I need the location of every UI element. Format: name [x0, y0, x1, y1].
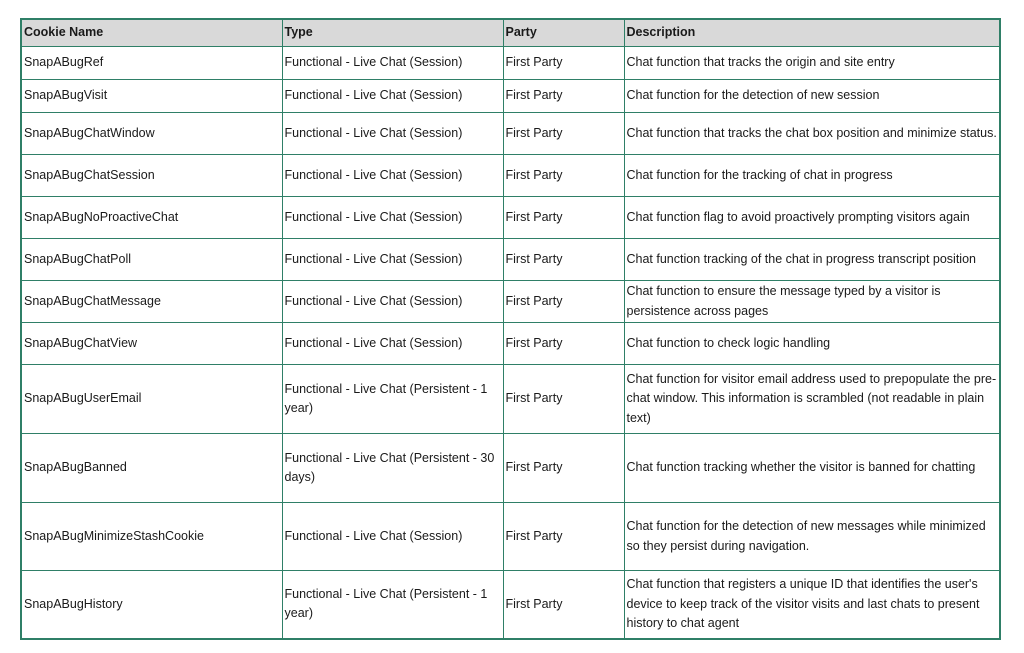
table-row: [21, 155, 1000, 197]
type-cell: Functional - Live Chat (Session): [282, 323, 503, 365]
cookie-name-cell: SnapABugChatWindow: [21, 113, 282, 155]
party-cell: First Party: [503, 323, 624, 365]
cookie-name-cell: SnapABugHistory: [21, 571, 282, 639]
cookie-name-cell: SnapABugNoProactiveChat: [21, 197, 282, 239]
column-header-type: Type: [282, 19, 503, 47]
party-cell: First Party: [503, 503, 624, 571]
table-row: [21, 47, 1000, 80]
description-cell: Chat function that tracks the origin and site entry: [624, 47, 1000, 80]
table-row: [21, 281, 1000, 323]
description-cell: Chat function for the detection of new session: [624, 80, 1000, 113]
table-row: [21, 80, 1000, 113]
table-row: [21, 503, 1000, 571]
column-header-description: Description: [624, 19, 1000, 47]
description-cell: Chat function for the tracking of chat in progress: [624, 155, 1000, 197]
cookie-table-container: [20, 18, 999, 640]
description-cell: Chat function tracking whether the visitor is banned for chatting: [624, 434, 1000, 503]
cookie-name-cell: SnapABugChatMessage: [21, 281, 282, 323]
cookie-name-cell: SnapABugChatView: [21, 323, 282, 365]
party-cell: First Party: [503, 197, 624, 239]
header-row: [21, 19, 1000, 47]
description-cell: Chat function for the detection of new messages while minimized so they persist during navigation.: [624, 503, 1000, 571]
type-cell: Functional - Live Chat (Session): [282, 281, 503, 323]
table-row: [21, 239, 1000, 281]
description-cell: Chat function that registers a unique ID that identifies the user's device to keep track of the visitor visits and last chats to present history to chat agent: [624, 571, 1000, 639]
cookie-name-cell: SnapABugChatPoll: [21, 239, 282, 281]
table-row: [21, 571, 1000, 639]
cookie-name-cell: SnapABugChatSession: [21, 155, 282, 197]
party-cell: First Party: [503, 281, 624, 323]
description-cell: Chat function to check logic handling: [624, 323, 1000, 365]
cookie-table: [20, 18, 1001, 640]
description-cell: Chat function that tracks the chat box position and minimize status.: [624, 113, 1000, 155]
cookie-name-cell: SnapABugVisit: [21, 80, 282, 113]
column-header-party: Party: [503, 19, 624, 47]
type-cell: Functional - Live Chat (Session): [282, 239, 503, 281]
type-cell: Functional - Live Chat (Persistent - 1 year): [282, 571, 503, 639]
party-cell: First Party: [503, 80, 624, 113]
party-cell: First Party: [503, 155, 624, 197]
cookie-name-cell: SnapABugMinimizeStashCookie: [21, 503, 282, 571]
party-cell: First Party: [503, 113, 624, 155]
cookie-name-cell: SnapABugRef: [21, 47, 282, 80]
type-cell: Functional - Live Chat (Session): [282, 47, 503, 80]
party-cell: First Party: [503, 571, 624, 639]
table-row: [21, 365, 1000, 434]
description-cell: Chat function for visitor email address used to prepopulate the pre-chat window. This information is scrambled (not readable in plain text): [624, 365, 1000, 434]
party-cell: First Party: [503, 47, 624, 80]
party-cell: First Party: [503, 434, 624, 503]
table-row: [21, 197, 1000, 239]
description-cell: Chat function to ensure the message typed by a visitor is persistence across pages: [624, 281, 1000, 323]
type-cell: Functional - Live Chat (Session): [282, 197, 503, 239]
party-cell: First Party: [503, 365, 624, 434]
type-cell: Functional - Live Chat (Session): [282, 113, 503, 155]
table-row: [21, 323, 1000, 365]
cookie-name-cell: SnapABugUserEmail: [21, 365, 282, 434]
description-cell: Chat function tracking of the chat in progress transcript position: [624, 239, 1000, 281]
type-cell: Functional - Live Chat (Session): [282, 155, 503, 197]
cookie-name-cell: SnapABugBanned: [21, 434, 282, 503]
column-header-cookie-name: Cookie Name: [21, 19, 282, 47]
table-row: [21, 113, 1000, 155]
table-row: [21, 434, 1000, 503]
description-cell: Chat function flag to avoid proactively prompting visitors again: [624, 197, 1000, 239]
type-cell: Functional - Live Chat (Persistent - 30 days): [282, 434, 503, 503]
type-cell: Functional - Live Chat (Session): [282, 80, 503, 113]
party-cell: First Party: [503, 239, 624, 281]
type-cell: Functional - Live Chat (Session): [282, 503, 503, 571]
type-cell: Functional - Live Chat (Persistent - 1 year): [282, 365, 503, 434]
